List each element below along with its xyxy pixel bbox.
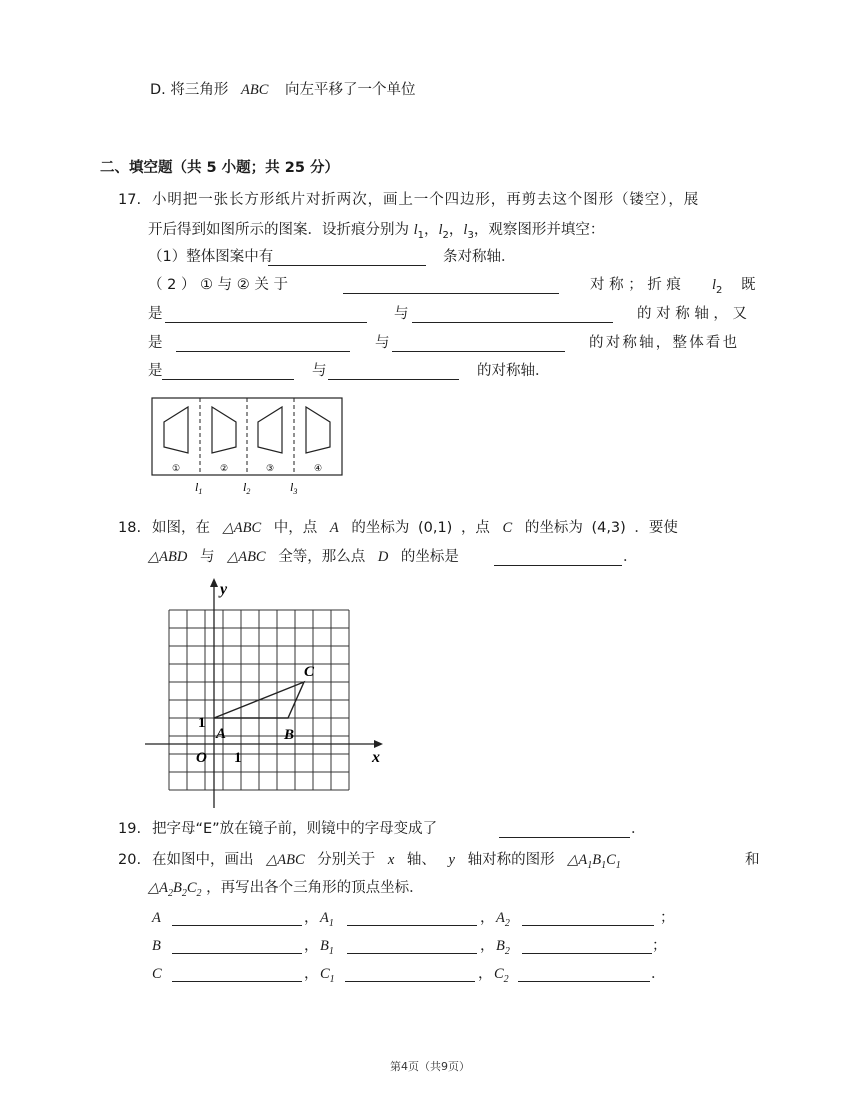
answer-blank-b2[interactable]	[522, 953, 652, 954]
answer-blank-a1[interactable]	[347, 925, 477, 926]
comma: ，	[478, 966, 493, 982]
coordinate-grid	[140, 572, 390, 812]
q20-text-he: 和	[745, 852, 760, 868]
option-d-prefix: D. 将三角形	[150, 82, 229, 98]
q17-yu-3: 与	[312, 363, 327, 379]
q18-text-d: ，点	[460, 520, 490, 536]
q18-number: 18.	[118, 520, 142, 536]
row-c-label: C	[152, 966, 162, 982]
answer-blank-a2[interactable]	[522, 925, 654, 926]
folded-paper-figure	[148, 395, 348, 497]
panel-label-3: ③	[265, 463, 275, 473]
q18-line2	[148, 547, 459, 567]
option-d-suffix: 向左平移了一个单位	[285, 82, 416, 98]
q18-text-yu: 与	[199, 549, 215, 565]
origin-label: O	[196, 750, 207, 766]
q17-part2-c: 既	[741, 277, 756, 293]
q20-text-a: 在如图中，画出	[152, 852, 254, 868]
q19-end: ．	[631, 821, 646, 837]
point-d: D	[377, 549, 389, 565]
q17-line2-a: 开后得到如图所示的图案．设折痕分别为	[148, 222, 409, 238]
panel-label-4: ④	[313, 463, 323, 473]
answer-blank-17-7[interactable]	[162, 379, 294, 380]
option-d-triangle: ABC	[241, 82, 269, 98]
answer-blank-17-1[interactable]	[268, 265, 426, 266]
q17-part2-l2	[712, 275, 722, 301]
quad-3	[258, 407, 282, 453]
q20-text-c: 轴、	[406, 852, 436, 868]
answer-blank-19[interactable]	[499, 837, 630, 838]
answer-blank-c1[interactable]	[345, 981, 475, 982]
row-c1-label: $C_1$	[320, 966, 335, 985]
q20-number: 20.	[118, 852, 142, 868]
answer-blank-b1[interactable]	[347, 953, 477, 954]
var-x: x	[387, 852, 395, 868]
point-a: A	[329, 520, 339, 536]
triangle-a2b2c2: $\triangle A_2B_2C_2$	[148, 880, 202, 899]
fold-l2-sub: 2	[716, 284, 723, 296]
triangle-a1b1c1: $\triangle A_1B_1C_1$	[567, 852, 621, 871]
q17-yu-1: 与	[394, 306, 409, 322]
answer-blank-c[interactable]	[172, 981, 302, 982]
sep: ，	[424, 222, 439, 238]
answer-blank-a[interactable]	[172, 925, 302, 926]
label-a: A	[216, 726, 227, 742]
q18-text-f: ．要使	[634, 520, 678, 536]
answer-blank-17-4[interactable]	[412, 322, 613, 323]
fold-l3: l	[463, 222, 468, 238]
fold-l1-sub: 1	[417, 229, 425, 241]
q17-line-shi-3: 是	[148, 363, 163, 379]
sep: ，	[448, 222, 464, 238]
panel-label-1: ①	[171, 463, 181, 473]
fold-l1: l	[413, 222, 418, 238]
q17-axis-1: 的 对 称 轴 ， 又	[637, 306, 748, 322]
label-c: C	[304, 664, 315, 680]
q20-text-b: 分别关于	[317, 852, 376, 868]
y-tick-1: 1	[198, 715, 206, 731]
fold-label-l1: $l_1$	[195, 480, 203, 496]
q17-line2	[148, 220, 604, 246]
section-heading: 二、填空题（共 5 小题；共 25 分）	[100, 160, 339, 176]
axis-label-y: y	[220, 581, 228, 598]
q17-part2-b: 对 称 ； 折 痕	[590, 277, 681, 293]
fold-l2-sub: 2	[442, 229, 449, 241]
y-axis-arrow	[210, 578, 218, 587]
q17-part1-a: （1）整体图案中有	[148, 249, 274, 265]
triangle-abd: △ABD	[148, 549, 188, 565]
q17-axis-3: 的对称轴．	[477, 363, 550, 379]
answer-blank-18[interactable]	[494, 565, 622, 566]
page-footer: 第4页（共9页）	[390, 1060, 470, 1073]
answer-blank-b[interactable]	[172, 953, 302, 954]
row-a2-label: $A_2$	[496, 910, 510, 929]
coord-c: (4,3)	[591, 520, 626, 536]
comma: ，	[304, 938, 319, 954]
option-d	[150, 80, 416, 100]
row-end: ；	[652, 938, 667, 954]
fold-label-l2: $l_2$	[243, 480, 251, 496]
fold-l2: l	[712, 277, 717, 293]
row-end: ；	[660, 910, 675, 926]
var-y: y	[448, 852, 455, 868]
quad-1	[164, 407, 188, 453]
answer-blank-17-5[interactable]	[176, 351, 350, 352]
row-a-label: A	[152, 910, 161, 926]
answer-blank-17-3[interactable]	[165, 322, 367, 323]
quad-4	[306, 407, 330, 453]
row-a1-label: $A_1$	[320, 910, 334, 929]
axis-label-x: x	[372, 749, 380, 766]
q17-line1: 小明把一张长方形纸片对折两次，画上一个四边形，再剪去这个图形（镂空），展	[152, 192, 700, 208]
q18-text-b: 中，点	[273, 520, 318, 536]
comma: ，	[480, 938, 495, 954]
comma: ，	[304, 910, 319, 926]
q19-text: 把字母“E”放在镜子前，则镜中的字母变成了	[152, 821, 438, 837]
x-axis-arrow	[374, 740, 383, 748]
q17-line-shi-2: 是	[148, 335, 163, 351]
q18-text-c: 的坐标为	[351, 520, 410, 536]
answer-blank-17-6[interactable]	[392, 351, 565, 352]
fold-l2: l	[438, 222, 443, 238]
q19-number: 19.	[118, 821, 142, 837]
coord-a: (0,1)	[417, 520, 453, 536]
label-b: B	[284, 727, 295, 743]
q20-text-d: 轴对称的图形	[467, 852, 555, 868]
triangle-abc: △ABC	[227, 549, 266, 565]
q17-line2-b: ，观察图形并填空：	[473, 222, 605, 238]
answer-blank-17-8[interactable]	[328, 379, 459, 380]
q17-line-shi-1: 是	[148, 306, 163, 322]
q17-part1-b: 条对称轴．	[443, 249, 516, 265]
q18-text-e: 的坐标为	[524, 520, 583, 536]
q17-number: 17.	[118, 192, 142, 208]
point-c: C	[502, 520, 513, 536]
q17-yu-2: 与	[375, 335, 390, 351]
comma: ，	[480, 910, 495, 926]
row-end: ．	[651, 966, 666, 982]
triangle-abc: △ABC	[222, 520, 262, 536]
q17-part2-a: （ 2 ） ① 与 ② 关 于	[148, 277, 288, 293]
fold-label-l3: $l_3$	[290, 480, 298, 496]
q18-text-g: 全等，那么点	[278, 549, 366, 565]
q18-line1	[152, 518, 678, 538]
answer-blank-c2[interactable]	[518, 981, 650, 982]
q20-line2	[148, 878, 424, 904]
q20-line1	[152, 850, 621, 876]
panel-label-2: ②	[219, 463, 229, 473]
x-tick-1: 1	[234, 750, 242, 766]
row-b-label: B	[152, 938, 161, 954]
row-c2-label: $C_2$	[494, 966, 509, 985]
q20-text-e: ，再写出各个三角形的顶点坐标．	[206, 880, 424, 896]
q18-text-h: 的坐标是	[400, 549, 459, 565]
triangle-abc: △ABC	[266, 852, 305, 868]
q18-text-a: 如图，在	[152, 520, 210, 536]
fold-l3-sub: 3	[467, 229, 474, 241]
row-b1-label: $B_1$	[320, 938, 334, 957]
answer-blank-17-2[interactable]	[343, 293, 559, 294]
quad-2	[212, 407, 236, 453]
q18-end: ．	[623, 549, 638, 565]
comma: ，	[304, 966, 319, 982]
row-b2-label: $B_2$	[496, 938, 510, 957]
q17-axis-2: 的对称轴，整体看也	[589, 335, 740, 351]
